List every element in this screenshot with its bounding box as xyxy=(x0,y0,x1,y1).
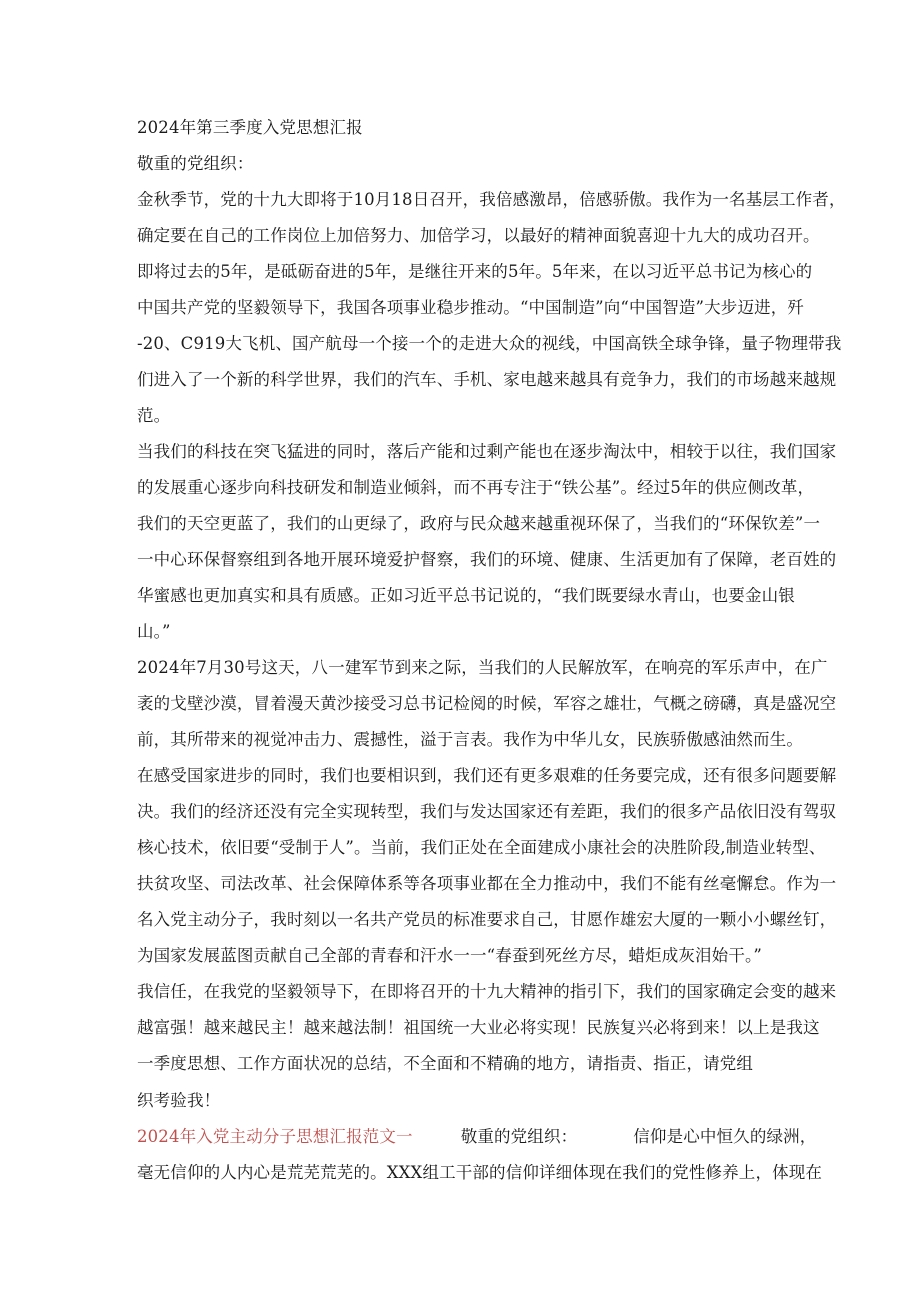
body-line: 决。我们的经济还没有完全实现转型，我们与发达国家还有差距，我们的很多产品依旧没有驾驭 xyxy=(137,802,837,821)
body-line: 的发展重心逐步向科技研发和制造业倾斜，而不再专注于“铁公基”。经过5年的供应侧改革， xyxy=(137,478,815,497)
related-continuation: 毫无信仰的人内心是荒芜荒芜的。XXX组工干部的信仰详细体现在我们的党性修养上，体现在 xyxy=(137,1163,823,1182)
body-line: 名入党主动分子，我时刻以一名共产党员的标准要求自己，甘愿作雄宏大厦的一颗小小螺丝钉， xyxy=(137,910,837,929)
related-salutation: 敬重的党组织： xyxy=(460,1127,578,1146)
body-line: 我信任，在我党的坚毅领导下，在即将召开的十九大精神的指引下，我们的国家确定会变的越来 xyxy=(137,982,837,1001)
body-line: 中国共产党的坚毅领导下，我国各项事业稳步推动。“中国制造”向“中国智造”大步迈进，歼 xyxy=(137,298,805,317)
body-line: 金秋季节，党的十九大即将于10月18日召开，我倍感激昂，倍感骄傲。我作为一名基层工作者， xyxy=(137,190,846,209)
body-line: 范。 xyxy=(137,406,171,425)
body-line: 前，其所带来的视觉冲击力、震撼性，溢于言表。我作为中华儿女，民族骄傲感油然而生。 xyxy=(137,730,803,749)
related-article-link[interactable]: 2024年入党主动分子思想汇报范文一 xyxy=(137,1127,413,1146)
body-line: 华蜜感也更加真实和具有质感。正如习近平总书记说的，“我们既要绿水青山，也要金山银 xyxy=(137,586,795,605)
body-line: 核心技术，依旧要“受制于人”。当前，我们正处在全面建成小康社会的决胜阶段,制造业转型、 xyxy=(137,838,826,857)
document-title: 2024年第三季度入党思想汇报 xyxy=(137,118,363,137)
body-line: 我们的天空更蓝了，我们的山更绿了，政府与民众越来越重视环保了，当我们的“环保钦差”一 xyxy=(137,514,821,533)
related-first-sentence: 信仰是心中恒久的绿洲， xyxy=(633,1127,817,1146)
salutation: 敬重的党组织： xyxy=(137,154,254,173)
body-line: 织考验我！ xyxy=(137,1091,221,1110)
body-line: -20、C919大飞机、国产航母一个接一个的走进大众的视线，中国高铁全球争锋，量子物理带我 xyxy=(137,334,842,353)
body-line: 一中心环保督察组到各地开展环境爱护督察，我们的环境、健康、生活更加有了保障，老百姓的 xyxy=(137,550,837,569)
body-line: 2024年7月30号这天，八一建军节到来之际，当我们的人民解放军，在响亮的军乐声中，在广 xyxy=(137,658,828,677)
body-line: 确定要在自己的工作岗位上加倍努力、加倍学习，以最好的精神面貌喜迎十九大的成功召开。 xyxy=(137,226,820,245)
body-line: 在感受国家进步的同时，我们也要相识到，我们还有更多艰难的任务要完成，还有很多问题要解 xyxy=(137,766,837,785)
body-line: 扶贫攻坚、司法改革、社会保障体系等各项事业都在全力推动中，我们不能有丝毫懈怠。作为一 xyxy=(137,874,837,893)
body-line: 为国家发展蓝图贡献自己全部的青春和汗水一一“春蚕到死丝方尽，蜡炬成灰泪始干。” xyxy=(137,946,762,965)
body-line: 山。” xyxy=(137,622,171,641)
body-line: 们进入了一个新的科学世界，我们的汽车、手机、家电越来越具有竞争力，我们的市场越来越规 xyxy=(137,370,837,389)
body-line: 一季度思想、工作方面状况的总结，不全面和不精确的地方，请指责、指正，请党组 xyxy=(137,1054,754,1073)
related-article-row xyxy=(137,1126,816,1148)
body-line: 越富强！越来越民主！越来越法制！祖国统一大业必将实现！民族复兴必将到来！以上是我这 xyxy=(137,1018,820,1037)
body-line: 即将过去的5年，是砥砺奋进的5年，是继往开来的5年。5年来，在以习近平总书记为核心的 xyxy=(137,262,813,281)
body-line: 当我们的科技在突飞猛进的同时，落后产能和过剩产能也在逐步淘汰中，相较于以往，我们国家 xyxy=(137,442,837,461)
body-line: 袤的戈壁沙漠，冒着漫天黄沙接受习总书记检阅的时候，军容之雄壮，气概之磅礴，真是盛况空 xyxy=(137,694,837,713)
